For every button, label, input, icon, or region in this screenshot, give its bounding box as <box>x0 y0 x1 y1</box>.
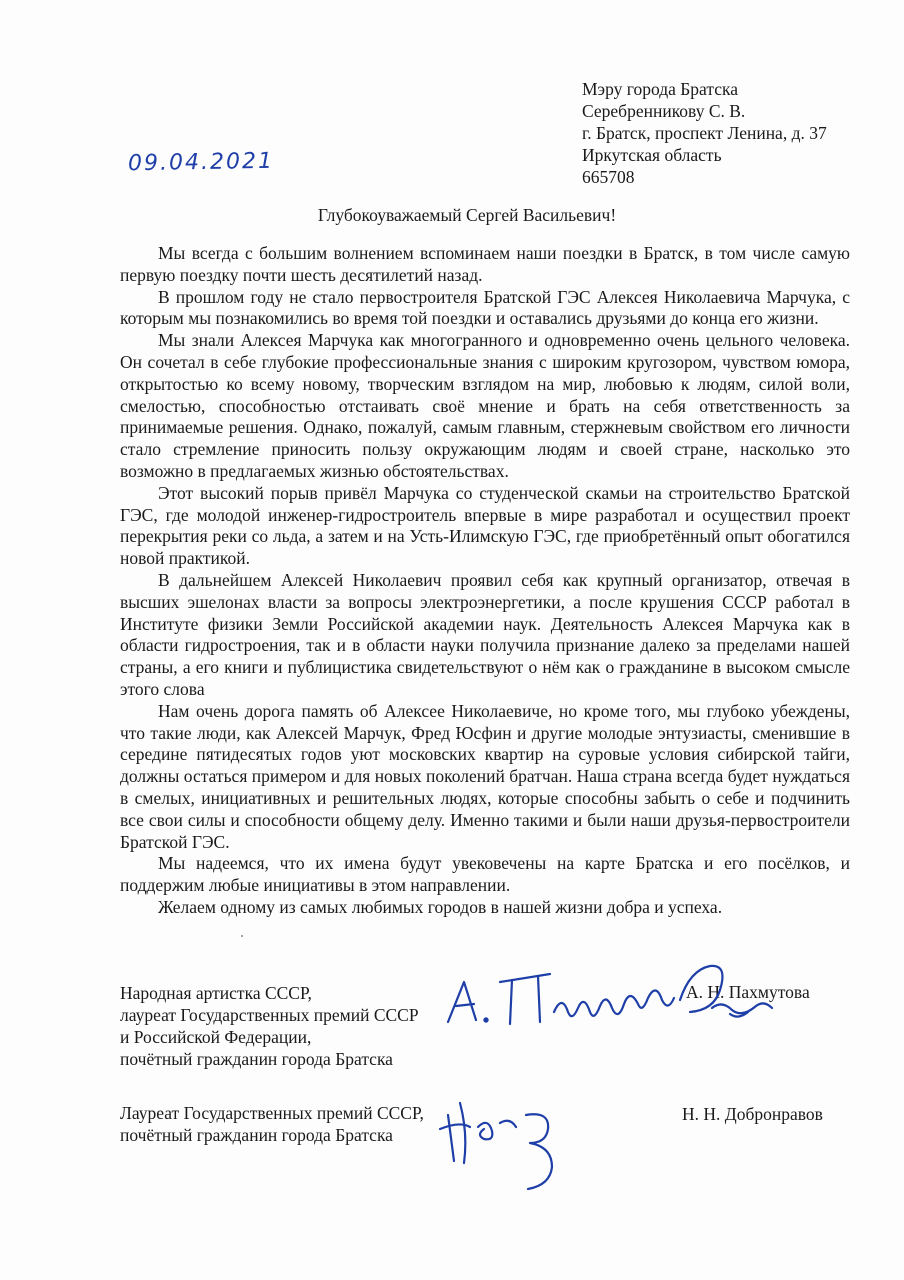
letter-body <box>120 243 850 919</box>
addressee-block <box>582 78 827 188</box>
paragraph: Желаем одному из самых любимых городов в нашей жизни добра и успеха. <box>158 896 723 917</box>
signatory-title-line: Народная артистка СССР, <box>120 983 312 1003</box>
signatory-2-name: Н. Н. Добронравов <box>682 1104 823 1124</box>
signatory-1-name: А. Н. Пахмутова <box>686 982 810 1002</box>
paragraph: Нам очень дорога память об Алексее Николаевиче, но кроме того, мы глубоко убеждены, что такие люди, как Алексей Марчук, Фред Юсфин и другие молодые энтузиасты, сменившие в середине пятидесятых годов уют московских квартир на суровые условия сибирской тайги, должны остаться примером и для новых поколений братчан. Наша страна всегда будет нуждаться в смелых, инициативных и решительных людях, которые способны забыть о себе и подчинить все свои силы и способности общему делу. Именно такими и были наши друзья-первостроители Братской ГЭС. <box>120 700 850 852</box>
signatory-title-line: и Российской Федерации, <box>120 1027 312 1047</box>
paragraph: Мы всегда с большим волнением вспоминаем наши поездки в Братск, в том числе самую первую поездку почти шесть десятилетий назад. <box>120 243 850 285</box>
signatory-title-line: почётный гражданин города Братска <box>120 1049 393 1069</box>
signatory-title-line: Лауреат Государственных премий СССР, <box>120 1103 424 1123</box>
salutation: Глубокоуважаемый Сергей Васильевич! <box>317 205 617 225</box>
paragraph: Этот высокий порыв привёл Марчука со студенческой скамьи на строительство Братской ГЭС, где молодой инженер-гидростроитель впервые в мире разработал и осуществил проект перекрытия реки со льда, а затем и на Усть-Илимскую ГЭС, где приобретённый опыт обогатился новой практикой. <box>120 482 850 569</box>
addressee-line: Иркутская область <box>582 145 722 165</box>
addressee-line: Мэру города Братска <box>582 79 738 99</box>
paragraph: Мы знали Алексея Марчука как многогранного и одновременно очень цельного человека. Он сочетал в себе глубокие профессиональные знания с широким кругозором, чувством юмора, открытостью ко всему новому, творческим взглядом на мир, любовью к людям, силой воли, смелостью, способностью отстаивать своё мнение и брать на себя ответственность за принимаемые решения. Однако, пожалуй, самым главным, стержневым свойством его личности стало стремление приносить пользу окружающим людям и своей стране, насколько это возможно в предлагаемых жизнью обстоятельствах. <box>120 330 850 481</box>
signatory-1-titles <box>120 982 419 1070</box>
speck <box>241 935 243 937</box>
paragraph: В дальнейшем Алексей Николаевич проявил себя как крупный организатор, отвечая в высших эшелонах власти за вопросы электроэнергетики, а после крушения СССР работал в Институте физики Земли Российской академии наук. Деятельность Алексея Марчука как в области гидростроения, так и в области науки получила признание далеко за пределами нашей страны, а его книги и публицистика свидетельствуют о нём как о гражданине в высоком смысле этого слова <box>120 569 850 699</box>
signature-2-image <box>420 1085 580 1195</box>
handwritten-date: 09.04.2021 <box>127 148 275 177</box>
addressee-line: 665708 <box>582 167 635 187</box>
signatory-title-line: лауреат Государственных премий СССР <box>120 1005 419 1025</box>
addressee-line: г. Братск, проспект Ленина, д. 37 <box>582 123 827 143</box>
paragraph: Мы надеемся, что их имена будут увековечены на карте Братска и его посёлков, и поддержим любые инициативы в этом направлении. <box>120 853 850 896</box>
addressee-line: Серебренникову С. В. <box>582 101 746 121</box>
paragraph: В прошлом году не стало первостроителя Братской ГЭС Алексея Николаевича Марчука, с которым мы познакомились во время той поездки и оставались друзьями до конца его жизни. <box>120 286 850 329</box>
signatory-title-line: почётный гражданин города Братска <box>120 1125 393 1145</box>
signatory-2-titles <box>120 1102 424 1146</box>
